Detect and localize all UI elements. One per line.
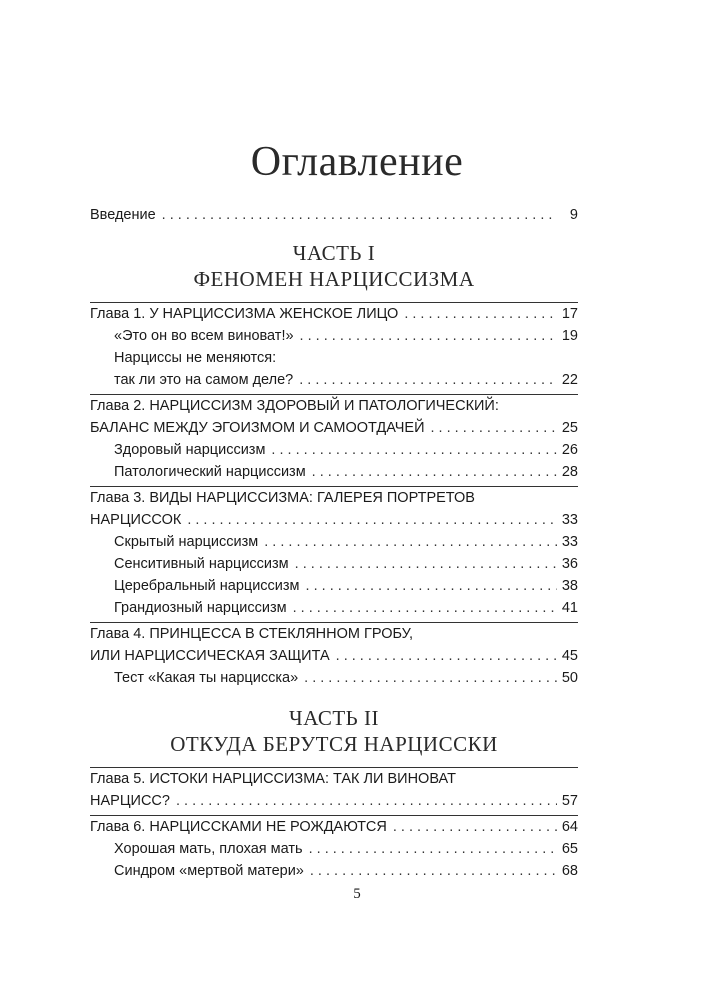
entry-title: НАРЦИСС? [90, 793, 170, 809]
leader-dots [187, 509, 557, 531]
toc-entry-chapter-5[interactable] [90, 790, 578, 812]
leader-dots [312, 461, 557, 483]
leader-dots [309, 838, 557, 860]
entry-page: 45 [561, 648, 578, 664]
leader-dots [293, 597, 557, 619]
entry-title: Глава 1. У НАРЦИССИЗМА ЖЕНСКОЕ ЛИЦО [90, 306, 399, 322]
entry-page: 64 [561, 819, 578, 835]
entry-title: НАРЦИССОК [90, 512, 182, 528]
entry-title: Введение [90, 207, 156, 223]
entry-page: 38 [561, 578, 578, 594]
table-of-contents [90, 200, 578, 882]
entry-title: ИЛИ НАРЦИССИЧЕСКАЯ ЗАЩИТА [90, 648, 330, 664]
entry-title: Грандиозный нарциссизм [114, 600, 287, 616]
leader-dots [431, 417, 558, 439]
entry-page: 17 [561, 306, 578, 322]
toc-entry-section[interactable] [90, 838, 578, 860]
leader-dots [264, 531, 557, 553]
toc-entry-chapter-5-line[interactable] [90, 768, 578, 790]
entry-page: 36 [561, 556, 578, 572]
entry-page: 28 [561, 464, 578, 480]
toc-entry-section[interactable] [90, 531, 578, 553]
toc-entry-chapter-4[interactable] [90, 645, 578, 667]
page-number: 5 [353, 886, 361, 902]
entry-page: 25 [561, 420, 578, 436]
part-1-title: ФЕНОМЕН НАРЦИССИЗМА [193, 267, 475, 291]
toc-entry-section[interactable] [90, 369, 578, 391]
entry-title: Сенситивный нарциссизм [114, 556, 289, 572]
leader-dots [162, 204, 557, 226]
toc-entry-chapter-1[interactable] [90, 303, 578, 325]
entry-title: Нарциссы не меняются: [114, 350, 277, 366]
toc-entry-chapter-2[interactable] [90, 417, 578, 439]
leader-dots [295, 553, 557, 575]
entry-page: 68 [561, 863, 578, 879]
part-1-label: ЧАСТЬ I [292, 241, 376, 265]
toc-entry-chapter-6[interactable] [90, 816, 578, 838]
entry-title: Глава 5. ИСТОКИ НАРЦИССИЗМА: ТАК ЛИ ВИНОВАТ [90, 771, 456, 787]
entry-page: 33 [561, 512, 578, 528]
entry-title: Глава 3. ВИДЫ НАРЦИССИЗМА: ГАЛЕРЕЯ ПОРТРЕТОВ [90, 490, 475, 506]
entry-title: Патологический нарциссизм [114, 464, 306, 480]
entry-page: 9 [569, 207, 578, 223]
leader-dots [300, 325, 557, 347]
toc-entry-section[interactable] [90, 439, 578, 461]
toc-entry-section[interactable] [90, 597, 578, 619]
leader-dots [304, 667, 557, 689]
entry-title: Церебральный нарциссизм [114, 578, 300, 594]
entry-title: Скрытый нарциссизм [114, 534, 259, 550]
entry-page: 50 [561, 670, 578, 686]
entry-page: 22 [561, 372, 578, 388]
page-title: Оглавление [250, 139, 464, 185]
toc-entry-section[interactable] [90, 667, 578, 689]
entry-title: Глава 2. НАРЦИССИЗМ ЗДОРОВЫЙ И ПАТОЛОГИЧЕСКИЙ: [90, 398, 499, 414]
entry-page: 19 [561, 328, 578, 344]
leader-dots [271, 439, 557, 461]
toc-entry-section[interactable] [90, 461, 578, 483]
entry-title: Тест «Какая ты нарцисска» [114, 670, 299, 686]
leader-dots [299, 369, 557, 391]
entry-title: «Это он во всем виноват!» [114, 328, 294, 344]
toc-entry-chapter-2-line[interactable] [90, 395, 578, 417]
toc-entry-section[interactable] [90, 553, 578, 575]
leader-dots [176, 790, 557, 812]
entry-title: Синдром «мертвой матери» [114, 863, 304, 879]
entry-page: 65 [561, 841, 578, 857]
toc-entry-chapter-4-line[interactable] [90, 623, 578, 645]
entry-page: 57 [561, 793, 578, 809]
toc-entry-section[interactable] [90, 325, 578, 347]
entry-page: 26 [561, 442, 578, 458]
leader-dots [306, 575, 557, 597]
toc-entry-section[interactable] [90, 860, 578, 882]
entry-title: Здоровый нарциссизм [114, 442, 266, 458]
entry-title: Глава 4. ПРИНЦЕССА В СТЕКЛЯННОМ ГРОБУ, [90, 626, 413, 642]
entry-title: Хорошая мать, плохая мать [114, 841, 303, 857]
toc-entry-section[interactable] [90, 575, 578, 597]
entry-title: Глава 6. НАРЦИССКАМИ НЕ РОЖДАЮТСЯ [90, 819, 387, 835]
entry-title: БАЛАНС МЕЖДУ ЭГОИЗМОМ И САМООТДАЧЕЙ [90, 420, 425, 436]
toc-entry-intro[interactable] [90, 204, 578, 226]
leader-dots [404, 303, 557, 325]
leader-dots [310, 860, 557, 882]
toc-entry-chapter-3-line[interactable] [90, 487, 578, 509]
leader-dots [336, 645, 557, 667]
entry-title: так ли это на самом деле? [114, 372, 294, 388]
leader-dots [393, 816, 557, 838]
toc-entry-chapter-3[interactable] [90, 509, 578, 531]
part-2-title: ОТКУДА БЕРУТСЯ НАРЦИССКИ [170, 732, 498, 756]
part-2-label: ЧАСТЬ II [289, 706, 379, 730]
toc-entry-section-line[interactable] [90, 347, 578, 369]
entry-page: 33 [561, 534, 578, 550]
entry-page: 41 [561, 600, 578, 616]
